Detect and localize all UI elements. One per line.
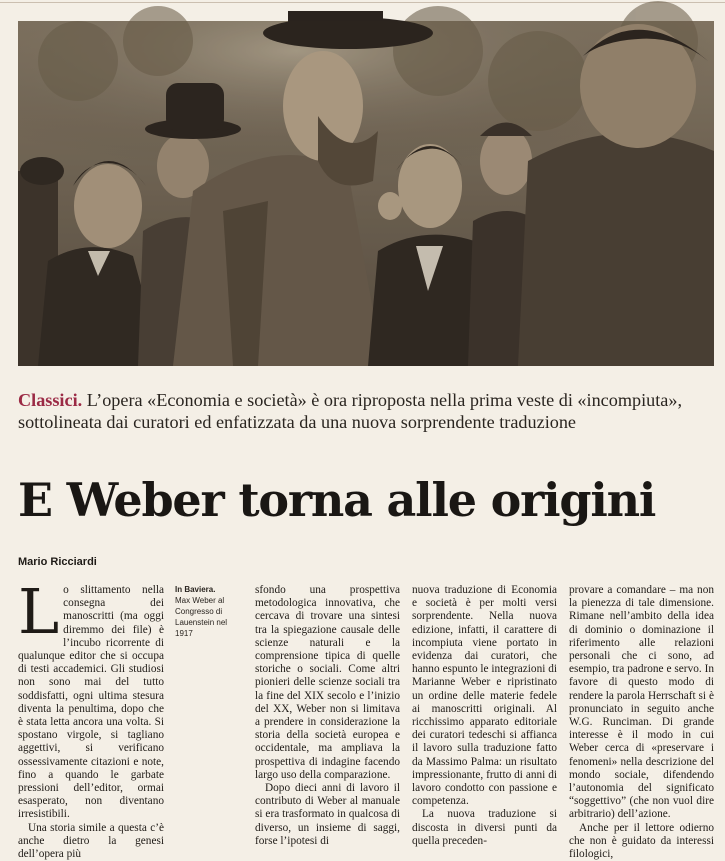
kicker-text: L’opera «Economia e società» è ora riproposta nella prima veste di «incompiuta», sottolineata dai curatori ed enfatizzata da una nuova sorprendente traduzione [18,390,682,432]
caption-title: In Baviera. [175,585,216,594]
article-column-4 [569,584,714,861]
caption-text: Max Weber al Congresso di Lauenstein nel 1917 [175,596,228,638]
column-4-paragraph-2: Anche per il lettore odierno che non è guidato da interessi filologici, [569,821,714,861]
article-column-3 [412,584,557,847]
top-rule [0,2,725,3]
kicker [18,389,714,433]
photo-caption [175,584,245,639]
byline: Mario Ricciardi [18,556,97,568]
historic-photo [18,21,714,366]
headline: E Weber torna alle origini [18,473,656,527]
column-2-paragraph-1: sfondo una prospettiva metodologica innovativa, che cercava di trovare una sintesi tra la spiegazione causale delle scienze naturali e la comprensione tipica di quelle storiche o sociali. Come altri pionieri delle scienze sociali tra la fine del XIX secolo e l’inizio del XX, Weber non si limitava a prendere in considerazione la storia della società europea e occidentale, ma ampliava la prospettiva di indagine facendo largo uso della comparazione. [255,584,400,781]
column-1-text: o slittamento nella consegna dei manoscritti (ma oggi diremmo dei file) è l’incubo ricorrente di qualunque editor che si occupa di testi accademici. Gli studiosi non sono mai del tutto soddisfatti, ogni ultima stesura diventa la penultima, dopo che è stata letta ancora una volta. Si spostano virgole, si tagliano aggettivi, si verificano ossessivamente citazioni e note, fino a quando le garbate pressioni dell’editor, ormai esasperato, non diventano irresistibili. [18,584,164,821]
article-column-1 [18,575,164,861]
column-3-paragraph-1: nuova traduzione di Economia e società è per molti versi sorprendente. Nella nuova edizione, infatti, il carattere di incompiuta viene portato in evidenza dai curatori, che hanno espunto le integrazioni di Marianne Weber e ripristinato un ordine delle materie fedele ai manoscritti originali. Al ricchissimo apparato editoriale dei curatori tedeschi si affianca il lavoro sulla traduzione fatto da Massimo Palma: un risultato impressionante, frutto di anni di lavoro condotto con passione e competenza. [412,584,557,808]
kicker-tag: Classici. [18,390,83,410]
drop-cap: L [18,575,60,648]
column-4-paragraph-1: provare a comandare – ma non la pienezza di tale dimensione. Rimane nell’ambito della idea di dominio o dominazione il riferimento alle relazioni personali che ci sono, ad esempio, tra padrone e servo. In favore di questo modo di rendere la parola Herrschaft si è pronunciato in seguito anche W.G. Runciman. Di grande interesse è il modo in cui Weber cerca di «preservare i fenomeni» nella descrizione del mondo sociale, difendendo l’autonomia del significato “soggettivo” (che non vuol dire arbitrario) dell’azione. [569,584,714,821]
article-column-2 [255,584,400,847]
column-3-paragraph-2: La nuova traduzione si discosta in diversi punti da quella preceden- [412,808,557,847]
column-2-paragraph-2: Dopo dieci anni di lavoro il contributo di Weber al manuale si era trasformato in qualcosa di diverso, un insieme di saggi, forse l’ipotesi di [255,782,400,847]
photo-illustration [18,21,714,366]
column-1-paragraph-2: Una storia simile a questa c’è anche dietro la genesi dell’opera più [18,821,164,861]
